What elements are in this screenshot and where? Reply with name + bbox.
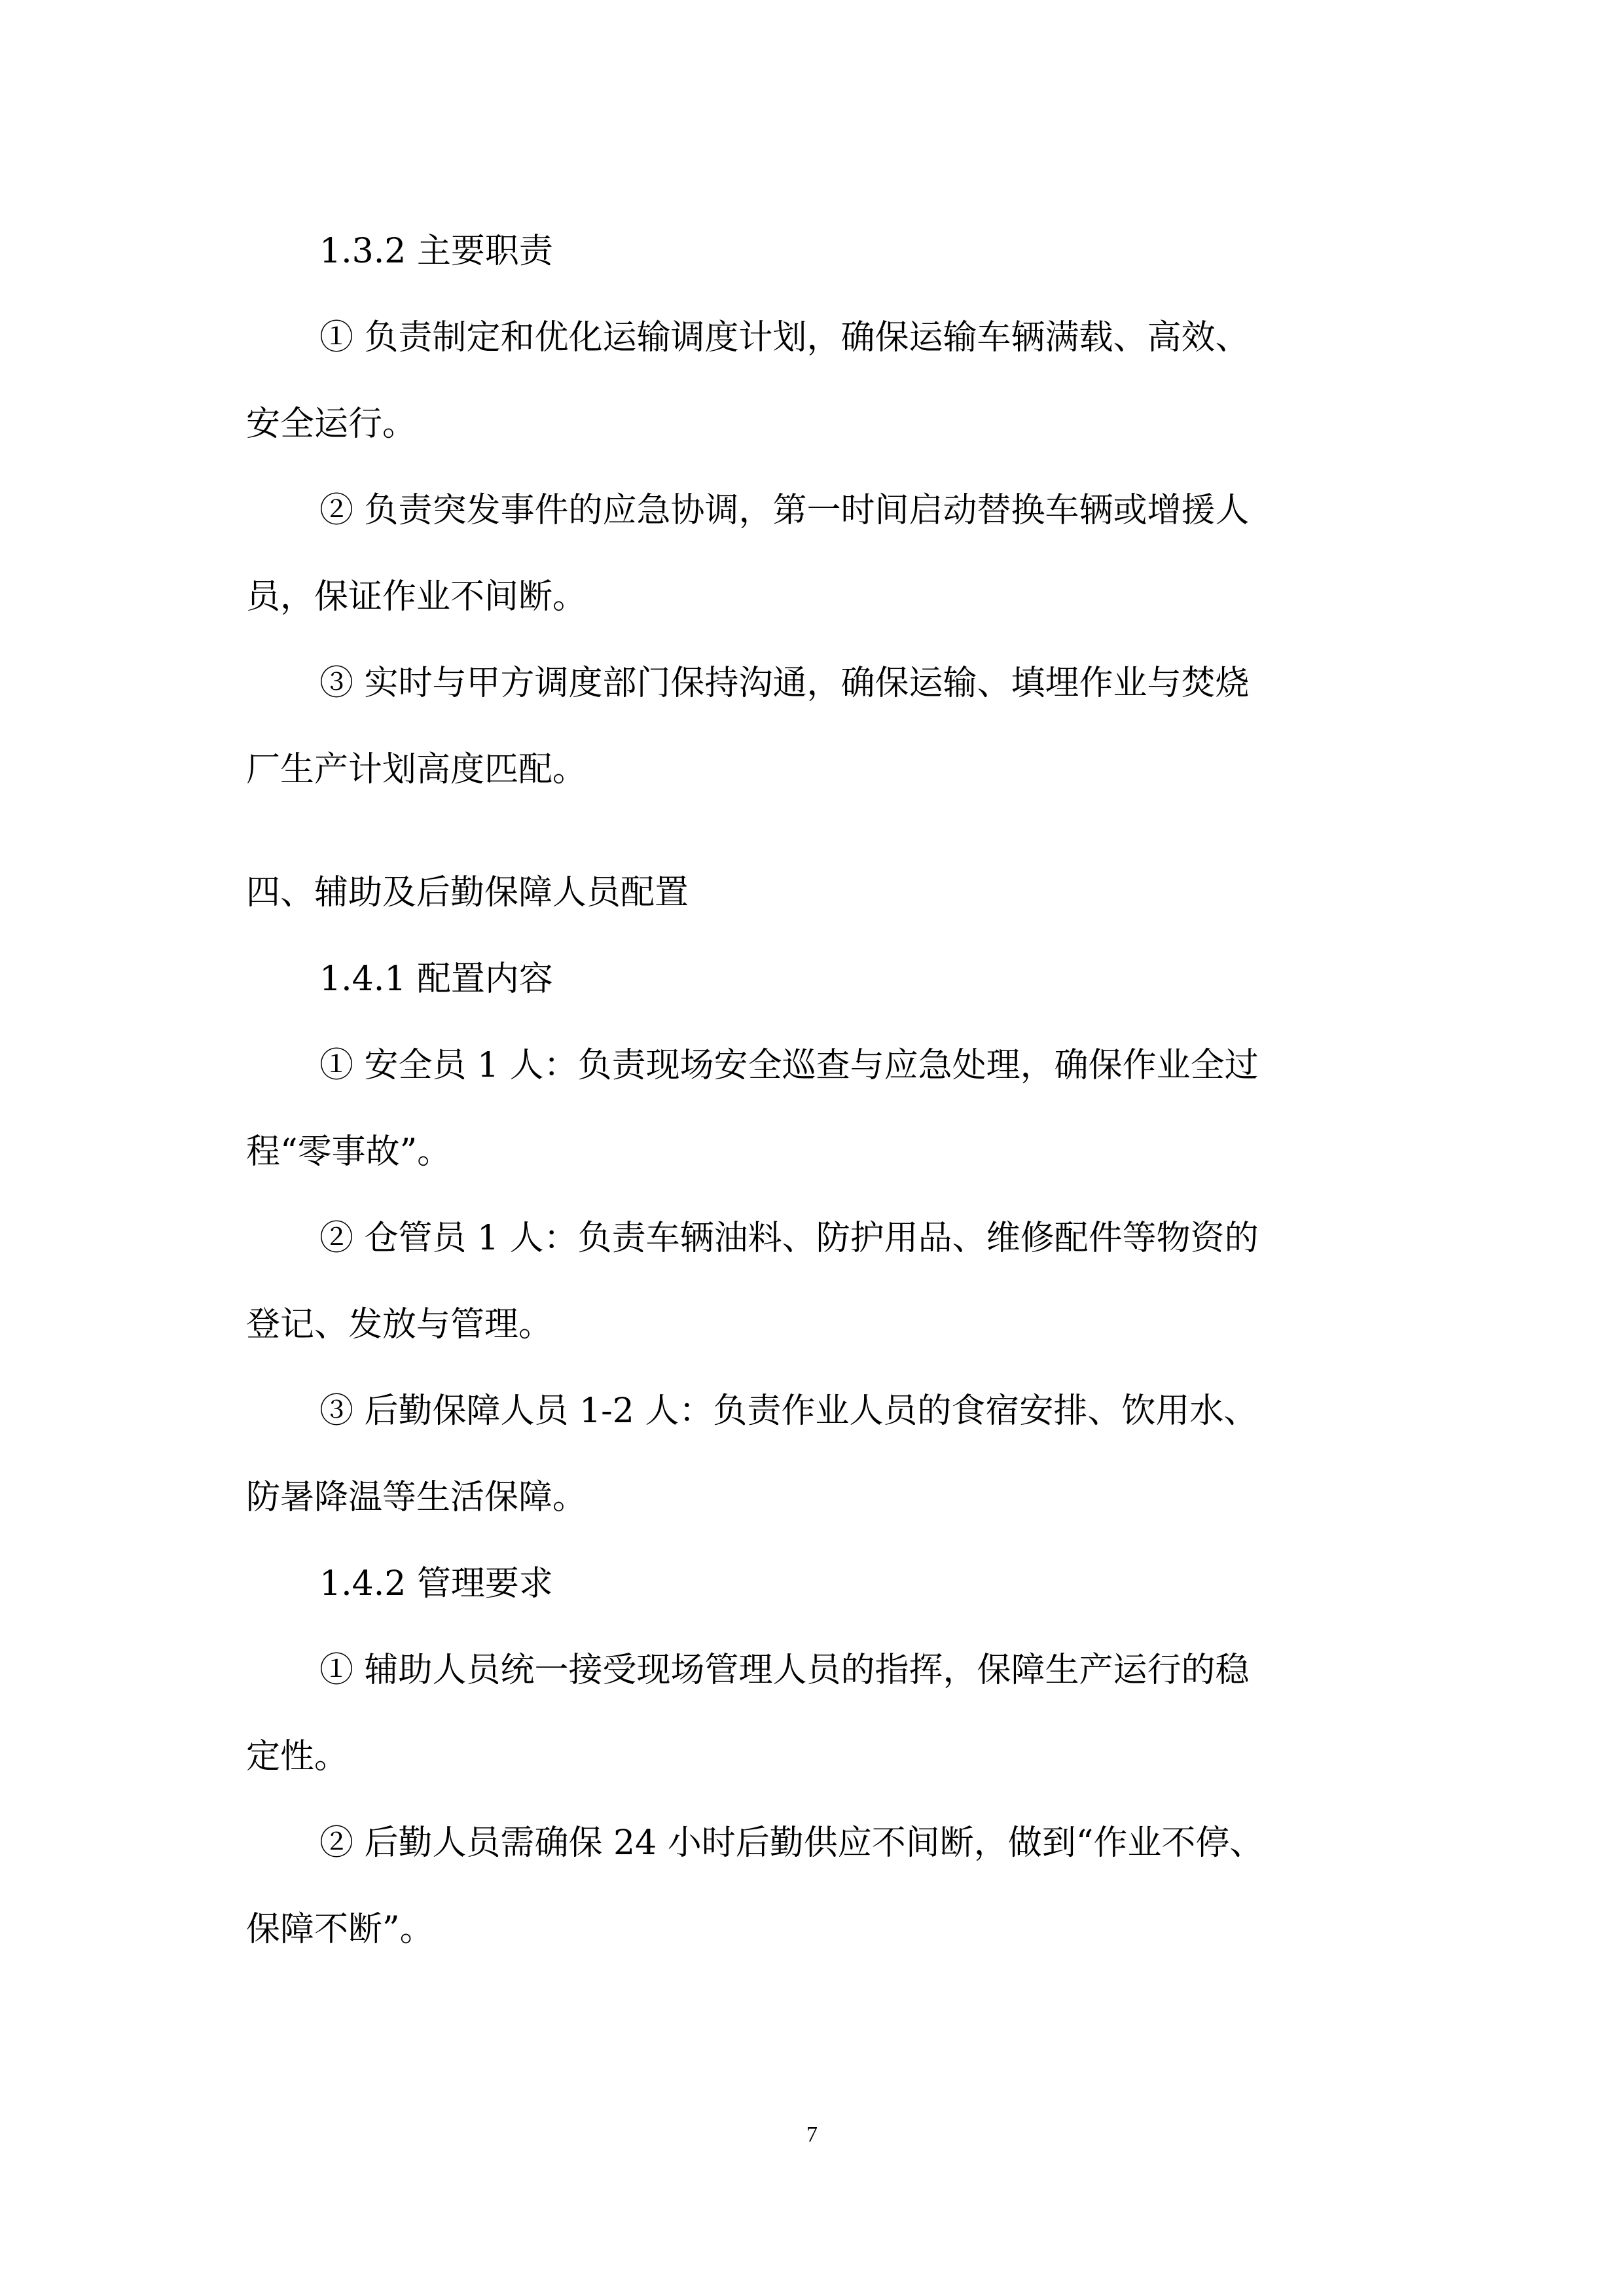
section-spacer — [246, 813, 1385, 850]
paragraph-line: ② 后勤人员需确保 24 小时后勤供应不间断，做到“作业不停、 — [319, 1823, 1264, 1863]
paragraph-line: ③ 实时与甲方调度部门保持沟通，确保运输、填埋作业与焚烧 — [319, 664, 1250, 703]
paragraph-line: 员，保证作业不间断。 — [246, 577, 587, 617]
paragraph-line: 登记、发放与管理。 — [246, 1305, 553, 1344]
paragraph-line: 程“零事故”。 — [246, 1132, 452, 1172]
paragraph-line: ① 辅助人员统一接受现场管理人员的指挥，保障生产运行的稳 — [319, 1651, 1250, 1690]
paragraph-line: 厂生产计划高度匹配。 — [246, 750, 587, 789]
paragraph-line: ① 负责制定和优化运输调度计划，确保运输车辆满载、高效、 — [319, 318, 1250, 357]
section-heading-4: 四、辅助及后勤保障人员配置 — [246, 873, 689, 912]
paragraph-line: 定性。 — [246, 1737, 349, 1776]
paragraph-line: ② 负责突发事件的应急协调，第一时间启动替换车辆或增援人 — [319, 491, 1250, 530]
paragraph-line: ③ 后勤保障人员 1-2 人：负责作业人员的食宿安排、饮用水、 — [319, 1391, 1258, 1431]
paragraph-line: ② 仓管员 1 人：负责车辆油料、防护用品、维修配件等物资的 — [319, 1219, 1259, 1258]
paragraph-line: 保障不断”。 — [246, 1910, 434, 1949]
page-number: 7 — [806, 2123, 818, 2147]
section-heading-1-4-2: 1.4.2 管理要求 — [319, 1564, 553, 1604]
document-body — [246, 208, 1385, 1973]
paragraph-line: 防暑降温等生活保障。 — [246, 1478, 587, 1517]
section-heading-1-3-2: 1.3.2 主要职责 — [319, 232, 553, 271]
paragraph-line: 安全运行。 — [246, 404, 417, 444]
paragraph-line: ① 安全员 1 人：负责现场安全巡查与应急处理，确保作业全过 — [319, 1046, 1259, 1085]
section-heading-1-4-1: 1.4.1 配置内容 — [319, 960, 553, 999]
